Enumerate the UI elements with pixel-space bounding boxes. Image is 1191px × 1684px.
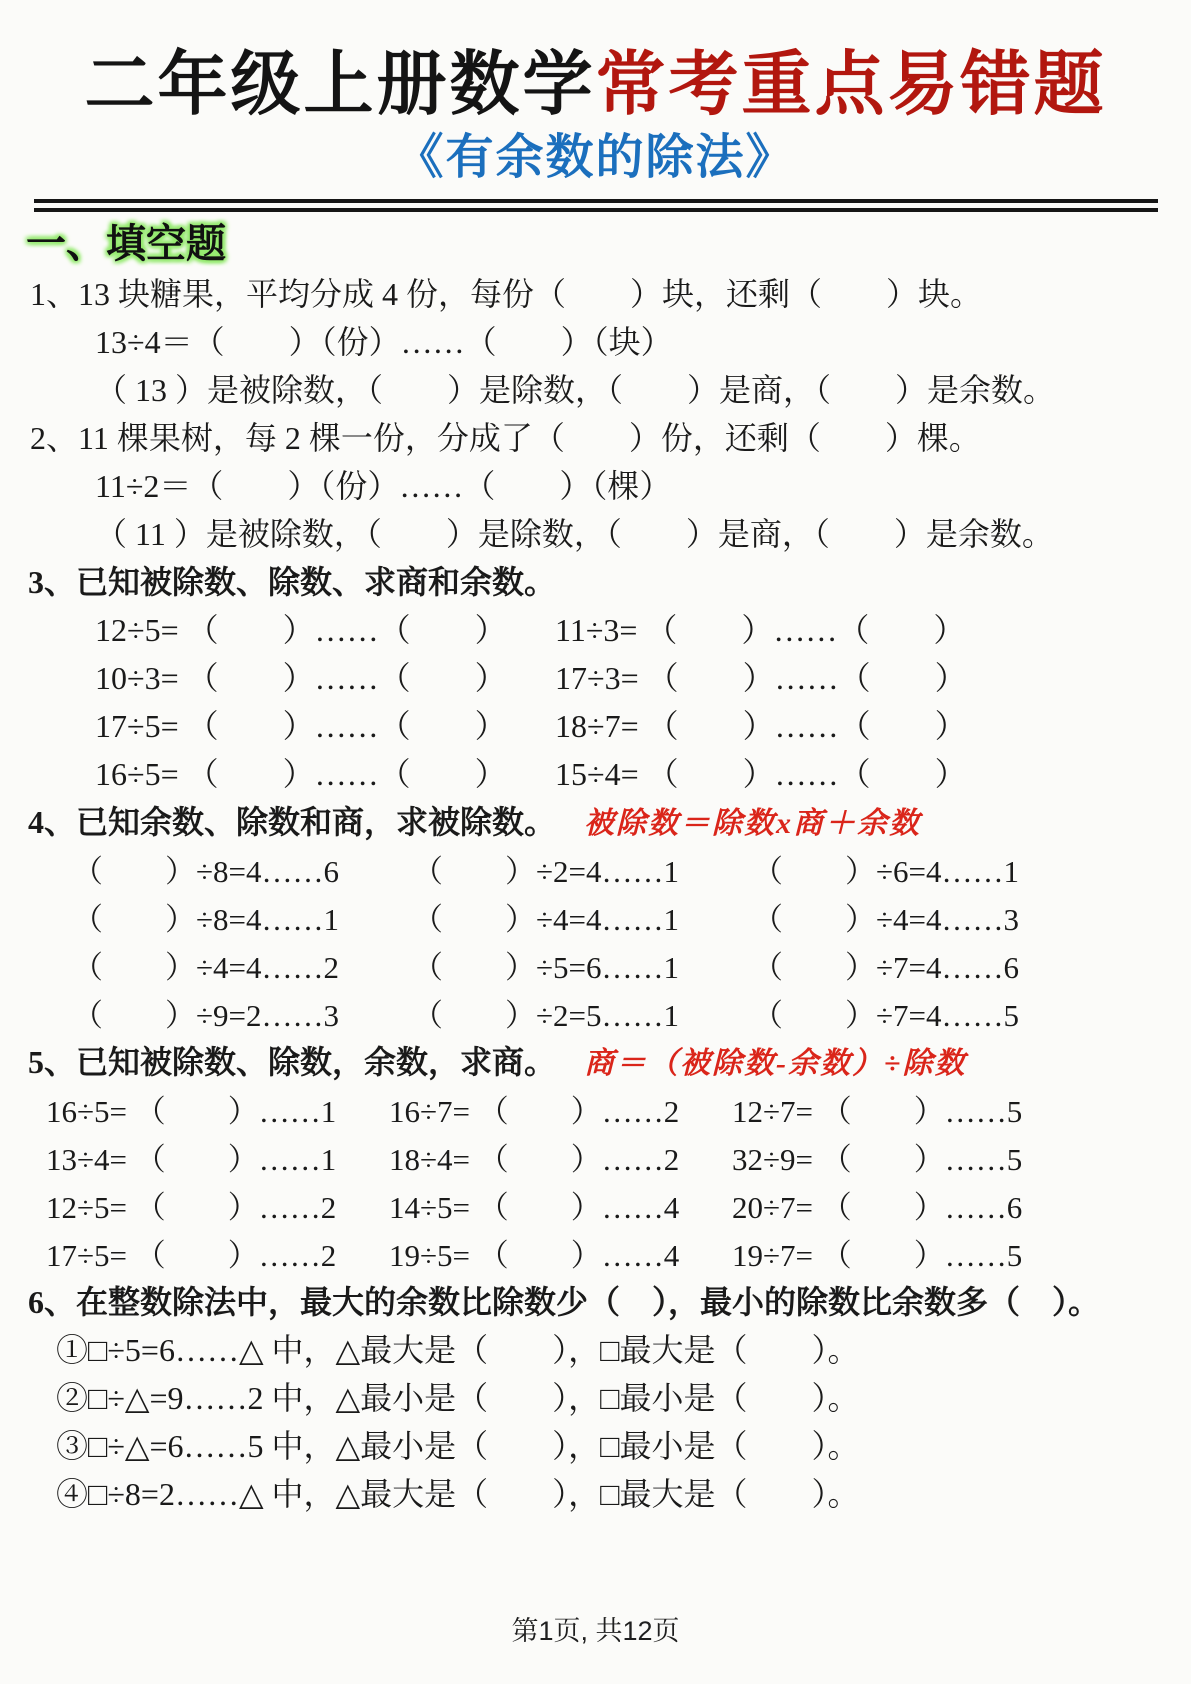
equation-blank: 13÷4= （ ）……1 <box>46 1141 337 1177</box>
q6-sub-1: ①□÷5=6……△ 中，△最大是（ ），□最大是（ ）。 <box>56 1332 860 1369</box>
equation-blank: 19÷7= （ ）……5 <box>732 1237 1023 1273</box>
q5-row-4 <box>0 1228 1191 1276</box>
q6-sub-4: ④□÷8=2……△ 中，△最大是（ ），□最大是（ ）。 <box>56 1476 860 1513</box>
q6-heading: 6、在整数除法中，最大的余数比除数少（ ），最小的除数比余数多（ ）。 <box>28 1284 1101 1321</box>
q1-terms: （ 13 ）是被除数，（ ）是除数，（ ）是商，（ ）是余数。 <box>95 372 1056 409</box>
question-1 <box>0 268 1191 412</box>
q4-heading-line <box>0 796 1191 844</box>
equation-blank: （ ）÷2=5……1 <box>412 997 679 1033</box>
q5-row-1 <box>0 1084 1191 1132</box>
equation-blank: （ ）÷4=4……2 <box>72 949 339 985</box>
q6-sub-3: ③□÷△=6……5 中，△最小是（ ），□最小是（ ）。 <box>56 1428 860 1465</box>
q4-heading: 4、已知余数、除数和商，求被除数。 <box>28 804 557 841</box>
q4-row-4 <box>0 988 1191 1036</box>
equation-blank: 14÷5= （ ）……4 <box>389 1189 680 1225</box>
equation-blank: 16÷5= （ ）……（ ） <box>95 756 507 793</box>
q6-sub-2: ②□÷△=9……2 中，△最小是（ ），□最小是（ ）。 <box>56 1380 860 1417</box>
q4-row-1 <box>0 844 1191 892</box>
worksheet-header <box>0 0 1191 212</box>
q5-heading: 5、已知被除数、除数，余数，求商。 <box>28 1044 557 1081</box>
q3-row-3 <box>0 700 1191 748</box>
q4-formula-note: 被除数＝除数x商＋余数 <box>584 807 922 841</box>
q5-row-3 <box>0 1180 1191 1228</box>
equation-blank: 17÷5= （ ）……（ ） <box>95 708 507 745</box>
header-divider <box>34 199 1158 212</box>
equation-blank: （ ）÷7=4……6 <box>752 949 1019 985</box>
equation-blank: 17÷3= （ ）……（ ） <box>555 660 967 697</box>
q3-row-1 <box>0 604 1191 652</box>
q3-row-2 <box>0 652 1191 700</box>
equation-blank: （ ）÷8=4……6 <box>72 853 339 889</box>
equation-blank: 18÷4= （ ）……2 <box>389 1141 680 1177</box>
equation-blank: （ ）÷5=6……1 <box>412 949 679 985</box>
equation-blank: （ ）÷7=4……5 <box>752 997 1019 1033</box>
equation-blank: 12÷5= （ ）……2 <box>46 1189 337 1225</box>
q2-equation: 11÷2＝（ ）（份）……（ ）（棵） <box>95 468 672 505</box>
page-number: 第1页, 共12页 <box>511 1616 680 1646</box>
q4-row-2 <box>0 892 1191 940</box>
q1-equation: 13÷4＝（ ）（份）……（ ）（块） <box>95 324 673 361</box>
equation-blank: （ ）÷2=4……1 <box>412 853 679 889</box>
equation-blank: 15÷4= （ ）……（ ） <box>555 756 967 793</box>
equation-blank: （ ）÷4=4……1 <box>412 901 679 937</box>
q1-statement: 1、13 块糖果，平均分成 4 份，每份（ ）块，还剩（ ）块。 <box>30 276 983 313</box>
question-6 <box>0 1276 1191 1516</box>
question-3 <box>0 556 1191 796</box>
q3-heading: 3、已知被除数、除数、求商和余数。 <box>28 564 557 601</box>
equation-blank: 32÷9= （ ）……5 <box>732 1141 1023 1177</box>
title-topic-accent: 常考重点易错题 <box>595 47 1107 124</box>
equation-blank: （ ）÷6=4……1 <box>752 853 1019 889</box>
equation-blank: 12÷5= （ ）……（ ） <box>95 612 507 649</box>
subtitle-chapter: 《有余数的除法》 <box>395 131 796 184</box>
equation-blank: 19÷5= （ ）……4 <box>389 1237 680 1273</box>
title-grade-subject: 二年级上册数学 <box>84 47 596 124</box>
section-heading: 一、填空题 <box>26 220 226 266</box>
q5-formula-note: 商＝（被除数-余数）÷除数 <box>584 1047 967 1081</box>
q2-terms: （ 11 ）是被除数，（ ）是除数，（ ）是商，（ ）是余数。 <box>95 516 1054 553</box>
equation-blank: 12÷7= （ ）……5 <box>732 1093 1023 1129</box>
equation-blank: 17÷5= （ ）……2 <box>46 1237 337 1273</box>
equation-blank: （ ）÷9=2……3 <box>72 997 339 1033</box>
equation-blank: 10÷3= （ ）……（ ） <box>95 660 507 697</box>
question-5 <box>0 1036 1191 1276</box>
q5-heading-line <box>0 1036 1191 1084</box>
section-fill-in-blanks <box>0 212 1191 268</box>
equation-blank: 11÷3= （ ）……（ ） <box>555 612 966 649</box>
q2-statement: 2、11 棵果树，每 2 棵一份，分成了（ ）份，还剩（ ）棵。 <box>30 420 981 457</box>
question-2 <box>0 412 1191 556</box>
equation-blank: 20÷7= （ ）……6 <box>732 1189 1023 1225</box>
q4-row-3 <box>0 940 1191 988</box>
q5-row-2 <box>0 1132 1191 1180</box>
equation-blank: （ ）÷4=4……3 <box>752 901 1019 937</box>
equation-blank: 16÷7= （ ）……2 <box>389 1093 680 1129</box>
q3-row-4 <box>0 748 1191 796</box>
equation-blank: 18÷7= （ ）……（ ） <box>555 708 967 745</box>
equation-blank: 16÷5= （ ）……1 <box>46 1093 337 1129</box>
equation-blank: （ ）÷8=4……1 <box>72 901 339 937</box>
page-title <box>0 0 1191 128</box>
question-4 <box>0 796 1191 1036</box>
